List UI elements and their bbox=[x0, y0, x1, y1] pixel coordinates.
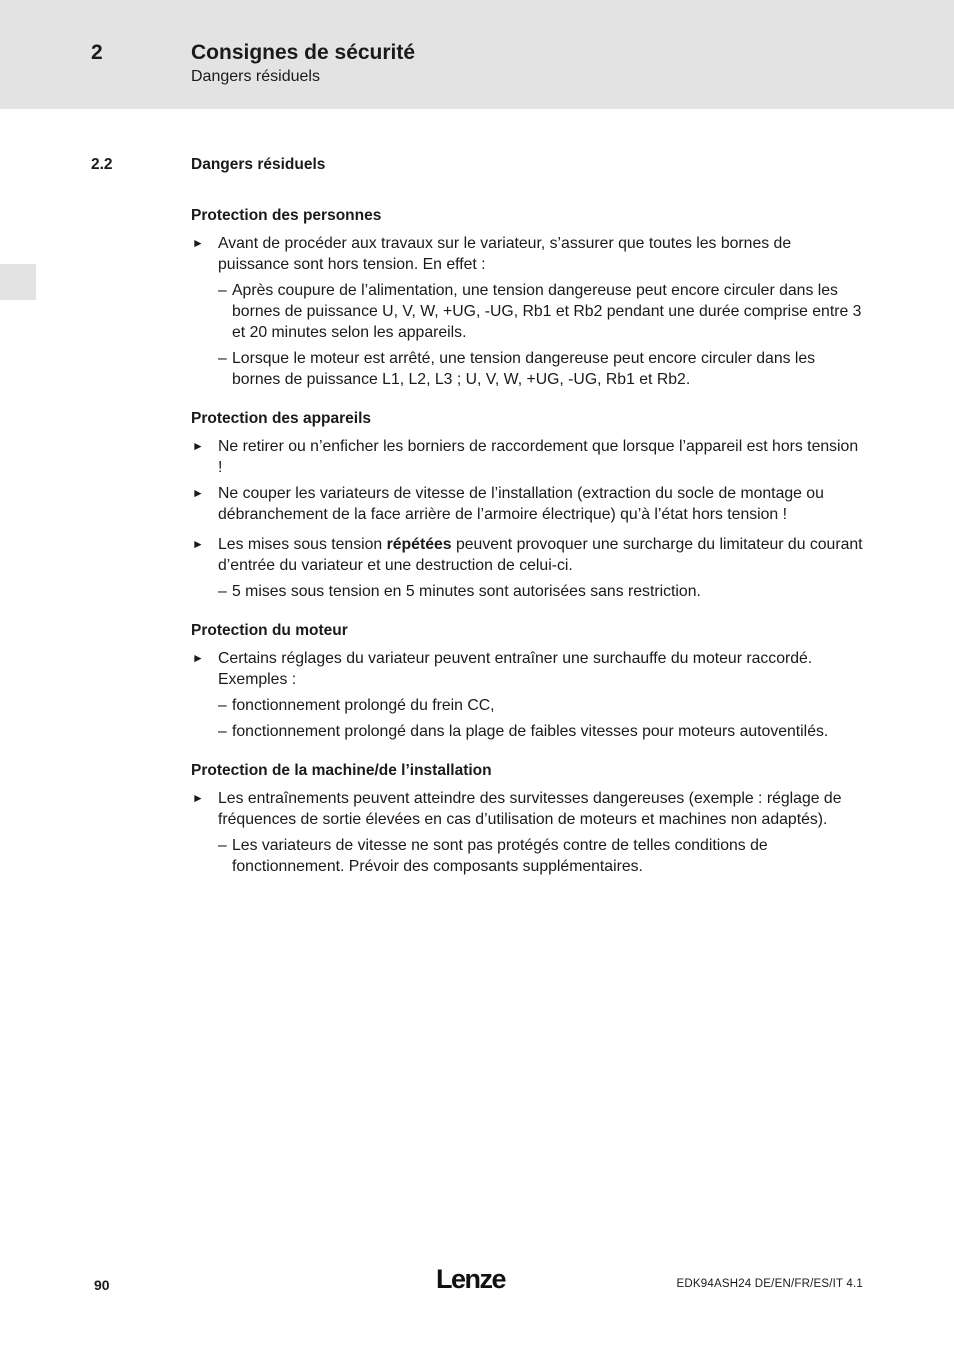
arrow-bullet-icon: ► bbox=[192, 791, 204, 805]
chapter-title: Consignes de sécurité bbox=[191, 41, 416, 64]
page-content bbox=[191, 205, 863, 882]
sub-list-item bbox=[191, 581, 863, 602]
list-item-text: Avant de procéder aux travaux sur le variateur, s’assurer que toutes les bornes de puissance sont hors tension. En effet : bbox=[218, 235, 792, 273]
sub-list-item-text: 5 mises sous tension en 5 minutes sont autorisées sans restriction. bbox=[232, 583, 701, 600]
list-item bbox=[191, 788, 863, 830]
list-item-text: Ne retirer ou n’enficher les borniers de raccordement que lorsque l’appareil est hors tension ! bbox=[218, 438, 859, 476]
sub-list-item-text: Les variateurs de vitesse ne sont pas protégés contre de telles conditions de fonctionnement. Prévoir des composants supplémentaires. bbox=[232, 837, 768, 875]
list-item-text: Les entraînements peuvent atteindre des survitesses dangereuses (exemple : réglage de fréquences de sortie élevées en cas d’utilisation de moteurs et machines non adaptés). bbox=[218, 790, 842, 828]
list-item bbox=[191, 483, 863, 525]
arrow-bullet-icon: ► bbox=[192, 651, 204, 665]
arrow-bullet-icon: ► bbox=[192, 439, 204, 453]
list-item-text: Certains réglages du variateur peuvent entraîner une surchauffe du moteur raccordé. Exemples : bbox=[218, 650, 813, 688]
sub-list-item bbox=[191, 695, 863, 716]
heading-protection-machine: Protection de la machine/de l’installation bbox=[191, 762, 492, 779]
dash-bullet-icon: – bbox=[218, 723, 227, 740]
list-item bbox=[191, 648, 863, 690]
list-item-text-part: Les mises sous tension bbox=[218, 536, 387, 553]
emphasis-text: répétées bbox=[386, 536, 452, 553]
chapter-number: 2 bbox=[91, 41, 103, 64]
dash-bullet-icon: – bbox=[218, 583, 227, 600]
sub-list-item bbox=[191, 835, 863, 877]
dash-bullet-icon: – bbox=[218, 350, 227, 367]
dash-bullet-icon: – bbox=[218, 282, 227, 299]
sub-list-item-text: Après coupure de l’alimentation, une tension dangereuse peut encore circuler dans les bornes de puissance U, V, W, +UG, -UG, Rb1 et Rb2 pendant une durée comprise entre 3 et 20 minutes selon les appareils. bbox=[232, 282, 862, 341]
heading-protection-personnes: Protection des personnes bbox=[191, 207, 382, 224]
sub-list-item-text: fonctionnement prolongé dans la plage de faibles vitesses pour moteurs autoventilés. bbox=[232, 723, 829, 740]
sub-list-item bbox=[191, 721, 863, 742]
list-item bbox=[191, 233, 863, 275]
list-item bbox=[191, 534, 863, 576]
chapter-side-tab bbox=[0, 264, 36, 300]
list-item-text: Ne couper les variateurs de vitesse de l’installation (extraction du socle de montage ou débranchement de la face arrière de l’armoire électrique) qu’à l’état hors tension ! bbox=[218, 485, 824, 523]
list-item-text-part: peuvent provoquer une surcharge du limitateur du courant d’entrée du variateur et une destruction de celui-ci. bbox=[218, 536, 863, 574]
chapter-subtitle: Dangers résiduels bbox=[191, 68, 320, 85]
section-title: Dangers résiduels bbox=[191, 156, 326, 173]
page-number: 90 bbox=[94, 1277, 110, 1293]
document-id: EDK94ASH24 DE/EN/FR/ES/IT 4.1 bbox=[676, 1278, 863, 1290]
dash-bullet-icon: – bbox=[218, 837, 227, 854]
heading-protection-moteur: Protection du moteur bbox=[191, 622, 348, 639]
section-number: 2.2 bbox=[91, 156, 113, 173]
sub-list-item bbox=[191, 280, 863, 343]
sub-list-item bbox=[191, 348, 863, 390]
arrow-bullet-icon: ► bbox=[192, 236, 204, 250]
arrow-bullet-icon: ► bbox=[192, 537, 204, 551]
sub-list-item-text: fonctionnement prolongé du frein CC, bbox=[232, 697, 495, 714]
dash-bullet-icon: – bbox=[218, 697, 227, 714]
heading-protection-appareils: Protection des appareils bbox=[191, 410, 372, 427]
sub-list-item-text: Lorsque le moteur est arrêté, une tension dangereuse peut encore circuler dans les bornes de puissance L1, L2, L3 ; U, V, W, +UG, -UG, Rb1 et Rb2. bbox=[232, 350, 816, 388]
list-item-text bbox=[218, 536, 863, 574]
list-item bbox=[191, 436, 863, 478]
lenze-logo: Lenze bbox=[436, 1264, 506, 1294]
header-band bbox=[0, 0, 954, 109]
arrow-bullet-icon: ► bbox=[192, 486, 204, 500]
